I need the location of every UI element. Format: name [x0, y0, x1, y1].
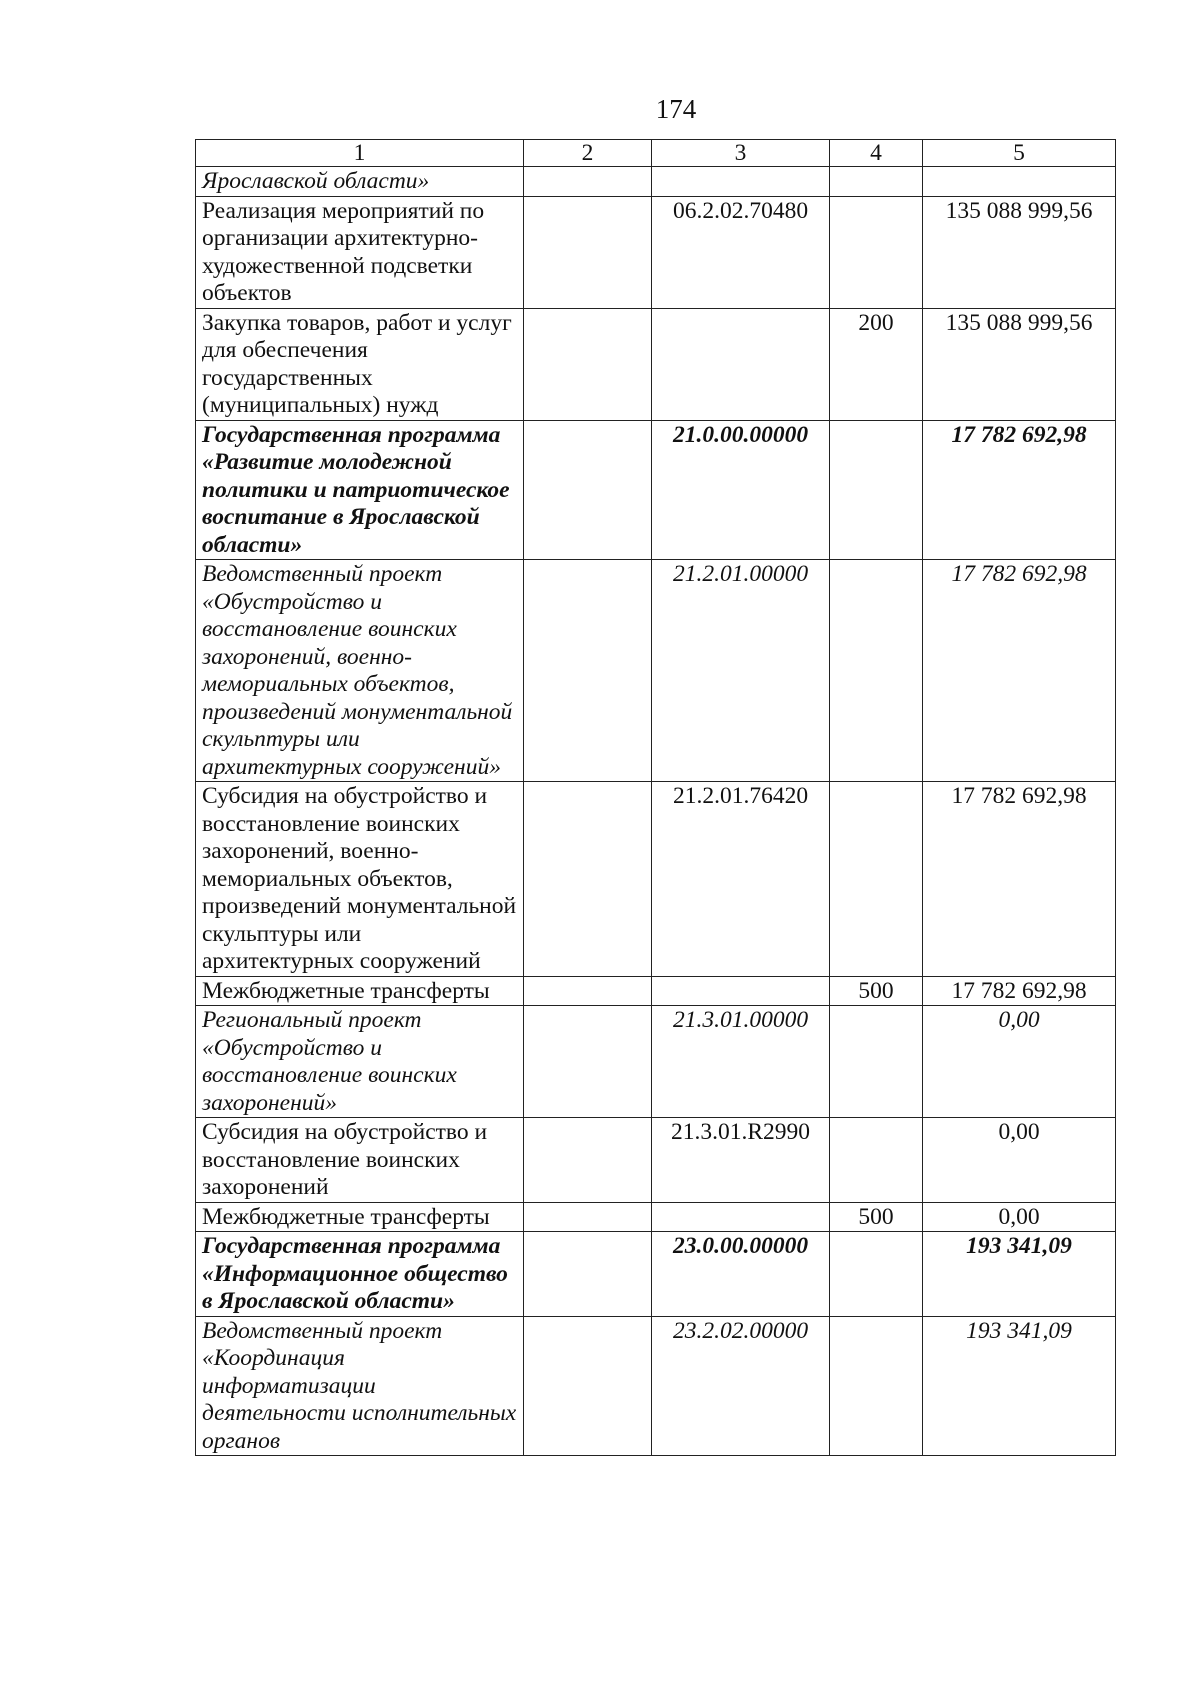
row-type-cell: [830, 1232, 923, 1317]
table-row: [196, 1202, 1116, 1232]
row-amount-cell: 17 782 692,98: [923, 420, 1116, 560]
table-row: [196, 976, 1116, 1006]
row-name-cell: Ведомственный проект «Обустройство и восстановление воинских захоронений, военно-мемориальных объектов, произведений монументальной скульптуры или архитектурных сооружений»: [196, 560, 524, 782]
row-code-cell: 21.3.01.00000: [652, 1006, 830, 1118]
row-col2-cell: [524, 167, 652, 197]
row-type-cell: [830, 420, 923, 560]
row-col2-cell: [524, 782, 652, 977]
budget-table: [195, 139, 1116, 1456]
table-row: [196, 1316, 1116, 1456]
row-name-cell: Субсидия на обустройство и восстановление воинских захоронений, военно-мемориальных объектов, произведений монументальной скульптуры или архитектурных сооружений: [196, 782, 524, 977]
table-row: [196, 167, 1116, 197]
table-row: [196, 420, 1116, 560]
row-name-cell: Ведомственный проект «Координация информатизации деятельности исполнительных органов: [196, 1316, 524, 1456]
row-amount-cell: 0,00: [923, 1118, 1116, 1203]
row-code-cell: [652, 167, 830, 197]
row-type-cell: [830, 782, 923, 977]
row-code-cell: [652, 308, 830, 420]
row-col2-cell: [524, 420, 652, 560]
row-amount-cell: 0,00: [923, 1202, 1116, 1232]
row-col2-cell: [524, 308, 652, 420]
row-col2-cell: [524, 560, 652, 782]
table-row: [196, 196, 1116, 308]
row-type-cell: [830, 167, 923, 197]
table-row: [196, 782, 1116, 977]
row-col2-cell: [524, 1006, 652, 1118]
row-name-cell: Межбюджетные трансферты: [196, 1202, 524, 1232]
row-amount-cell: 17 782 692,98: [923, 782, 1116, 977]
row-code-cell: 06.2.02.70480: [652, 196, 830, 308]
row-name-cell: Межбюджетные трансферты: [196, 976, 524, 1006]
row-type-cell: 500: [830, 1202, 923, 1232]
row-name-cell: Субсидия на обустройство и восстановление воинских захоронений: [196, 1118, 524, 1203]
row-col2-cell: [524, 1316, 652, 1456]
header-col-1: 1: [196, 140, 524, 167]
row-amount-cell: [923, 167, 1116, 197]
row-code-cell: 23.0.00.00000: [652, 1232, 830, 1317]
table-row: [196, 308, 1116, 420]
row-type-cell: [830, 1118, 923, 1203]
header-col-4: 4: [830, 140, 923, 167]
row-name-cell: Ярославской области»: [196, 167, 524, 197]
row-code-cell: 21.2.01.76420: [652, 782, 830, 977]
row-col2-cell: [524, 196, 652, 308]
row-type-cell: [830, 196, 923, 308]
page-number: 174: [655, 94, 697, 124]
table-row: [196, 1118, 1116, 1203]
row-amount-cell: 0,00: [923, 1006, 1116, 1118]
row-code-cell: 21.3.01.R2990: [652, 1118, 830, 1203]
row-name-cell: Государственная программа «Развитие молодежной политики и патриотическое воспитание в Ярославской области»: [196, 420, 524, 560]
row-name-cell: Закупка товаров, работ и услуг для обеспечения государственных (муниципальных) нужд: [196, 308, 524, 420]
header-col-2: 2: [524, 140, 652, 167]
row-type-cell: 500: [830, 976, 923, 1006]
header-col-5: 5: [923, 140, 1116, 167]
row-type-cell: [830, 560, 923, 782]
row-code-cell: 21.2.01.00000: [652, 560, 830, 782]
row-col2-cell: [524, 976, 652, 1006]
row-code-cell: [652, 976, 830, 1006]
row-amount-cell: 135 088 999,56: [923, 308, 1116, 420]
header-col-3: 3: [652, 140, 830, 167]
row-name-cell: Реализация мероприятий по организации архитектурно-художественной подсветки объектов: [196, 196, 524, 308]
row-amount-cell: 17 782 692,98: [923, 560, 1116, 782]
table-header-row: [196, 140, 1116, 167]
table-row: [196, 560, 1116, 782]
row-amount-cell: 135 088 999,56: [923, 196, 1116, 308]
row-code-cell: 23.2.02.00000: [652, 1316, 830, 1456]
table-row: [196, 1232, 1116, 1317]
row-type-cell: [830, 1006, 923, 1118]
row-amount-cell: 193 341,09: [923, 1316, 1116, 1456]
row-name-cell: Государственная программа «Информационное общество в Ярославской области»: [196, 1232, 524, 1317]
row-type-cell: 200: [830, 308, 923, 420]
row-code-cell: [652, 1202, 830, 1232]
row-col2-cell: [524, 1232, 652, 1317]
row-name-cell: Региональный проект «Обустройство и восстановление воинских захоронений»: [196, 1006, 524, 1118]
row-amount-cell: 193 341,09: [923, 1232, 1116, 1317]
row-col2-cell: [524, 1118, 652, 1203]
row-type-cell: [830, 1316, 923, 1456]
row-col2-cell: [524, 1202, 652, 1232]
row-code-cell: 21.0.00.00000: [652, 420, 830, 560]
table-row: [196, 1006, 1116, 1118]
table-body: [196, 167, 1116, 1456]
row-amount-cell: 17 782 692,98: [923, 976, 1116, 1006]
